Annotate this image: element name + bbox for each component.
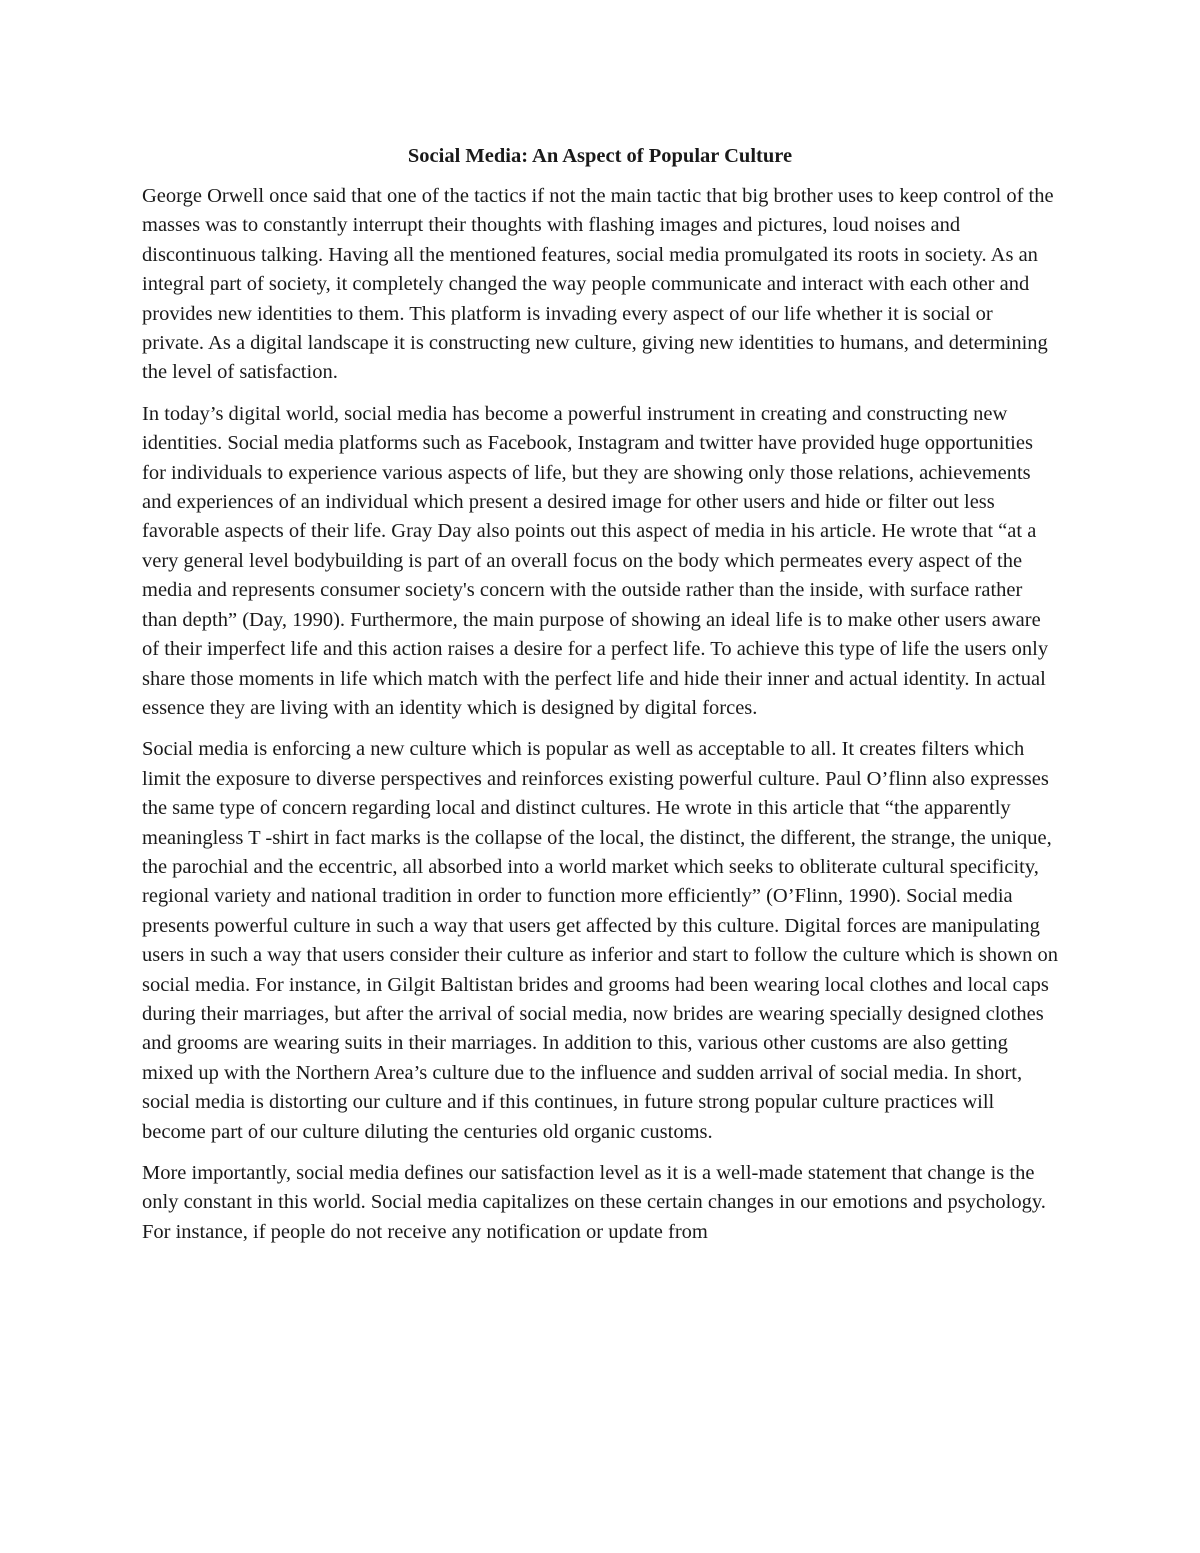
paragraph-2: In today’s digital world, social media has become a powerful instrument in creating and constructing new identities. Social media platforms such as Facebook, Instagram and twitter have provided huge opportunities for individuals to experience various aspects of life, but they are showing only those relations, achievements and experiences of an individual which present a desired image for other users and hide or filter out less favorable aspects of their life. Gray Day also points out this aspect of media in his article. He wrote that “at a very general level bodybuilding is part of an overall focus on the body which permeates every aspect of the media and represents consumer society's concern with the outside rather than the inside, with surface rather than depth” (Day, 1990). Furthermore, the main purpose of showing an ideal life is to make other users aware of their imperfect life and this action raises a desire for a perfect life. To achieve this type of life the users only share those moments in life which match with the perfect life and hide their inner and actual identity. In actual essence they are living with an identity which is designed by digital forces. xyxy=(142,402,1049,719)
paragraph-4: More importantly, social media defines our satisfaction level as it is a well-made statement that change is the only constant in this world. Social media capitalizes on these certain changes in our emotions and psychology. For instance, if people do not receive any notification or update from xyxy=(142,1162,1046,1243)
paragraph-3: Social media is enforcing a new culture which is popular as well as acceptable to all. It creates filters which limit the exposure to diverse perspectives and reinforces existing powerful culture. Paul O’flinn also expresses the same type of concern regarding local and distinct cultures. He wrote in this article that “the apparently meaningless T -shirt in fact marks is the collapse of the local, the distinct, the different, the strange, the unique, the parochial and the eccentric, all absorbed into a world market which seeks to obliterate cultural specificity, regional variety and national tradition in order to function more efficiently” (O’Flinn, 1990). Social media presents powerful culture in such a way that users get affected by this culture. Digital forces are manipulating users in such a way that users consider their culture as inferior and start to follow the culture which is shown on social media. For instance, in Gilgit Baltistan brides and grooms had been wearing local clothes and local caps during their marriages, but after the arrival of social media, now brides are wearing specially designed clothes and grooms are wearing suits in their marriages. In addition to this, various other customs are also getting mixed up with the Northern Area’s culture due to the influence and sudden arrival of social media. In short, social media is distorting our culture and if this continues, in future strong popular culture practices will become part of our culture diluting the centuries old organic customs. xyxy=(142,738,1059,1143)
paragraph-1: George Orwell once said that one of the tactics if not the main tactic that big brother uses to keep control of the masses was to constantly interrupt their thoughts with flashing images and pictures, loud noises and discontinuous talking. Having all the mentioned features, social media promulgated its roots in society. As an integral part of society, it completely changed the way people communicate and interact with each other and provides new identities to them. This platform is invading every aspect of our life whether it is social or private. As a digital landscape it is constructing new culture, giving new identities to humans, and determining the level of satisfaction. xyxy=(142,185,1054,384)
document-body xyxy=(142,140,1058,1259)
document-title: Social Media: An Aspect of Popular Culture xyxy=(407,145,793,167)
